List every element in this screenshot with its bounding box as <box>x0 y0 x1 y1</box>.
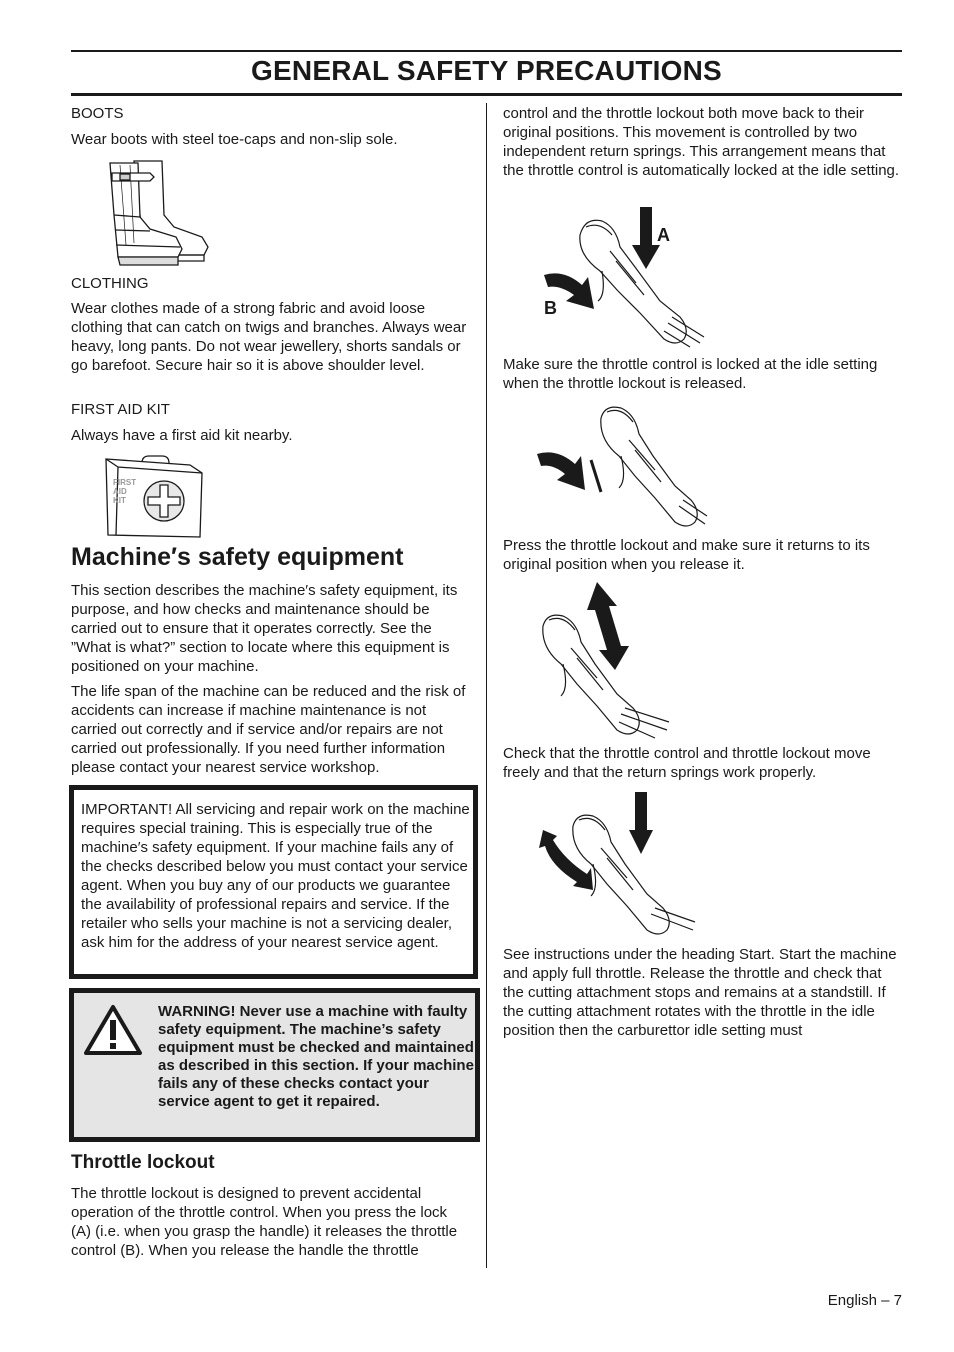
label-a: A <box>657 225 670 245</box>
right-paragraph-3: Press the throttle lockout and make sure it returns to its original position when you release it. <box>503 537 870 573</box>
arrow-curved-icon <box>537 452 585 490</box>
section-heading: Machine′s safety equipment <box>71 543 404 571</box>
header-bottom-rule <box>71 93 902 96</box>
right-paragraph-5: See instructions under the heading Start. Start the machine and apply full throttle. Release the throttle and check that the cutting attachment stops and remains at a standstill. If the cutting attachment rotates with the throttle in the idle position then the carburettor idle setting must <box>503 946 897 1039</box>
boots-label: BOOTS <box>71 105 124 122</box>
arrow-down-icon <box>629 792 653 854</box>
firstaid-label: FIRST AID KIT <box>71 401 170 418</box>
throttle-lockout-text: The throttle lockout is designed to prevent accidental operation of the throttle control. When you press the lock (A) (i.e. when you grasp the handle) it releases the throttle control (B). When you release the handle the throttle <box>71 1185 458 1259</box>
boots-illustration <box>104 155 214 270</box>
firstaid-text: Always have a first aid kit nearby. <box>71 427 293 444</box>
header-top-rule <box>71 50 902 52</box>
right-paragraph-1: control and the throttle lockout both move back to their original positions. This movement is controlled by two independent return springs. This arrangement means that the throttle control is automatically locked at the idle setting. <box>503 105 900 179</box>
handle-figure-lockout <box>535 580 680 740</box>
first-aid-kit-illustration <box>104 455 204 541</box>
section-paragraph-2: The life span of the machine can be reduced and the risk of accidents can increase if machine maintenance is not carried out correctly and if service and/or repairs are not carried out professionally. If you need further information please contact your nearest service workshop. <box>71 683 466 776</box>
clothing-text: Wear clothes made of a strong fabric and avoid loose clothing that can catch on twigs and branches. Always wear heavy, long pants. Do not wear jewellery, shorts sandals or go barefoot. Secure hair so it is above shoulder level. <box>71 300 467 374</box>
right-paragraph-4: Check that the throttle control and throttle lockout move freely and that the return springs work properly. <box>503 745 871 781</box>
arrow-down-icon <box>632 207 660 269</box>
svg-text:KIT: KIT <box>113 496 126 505</box>
handle-figure-idle <box>535 400 710 532</box>
label-b: B <box>544 298 557 318</box>
stop-line-icon <box>591 460 601 492</box>
column-divider <box>486 103 487 1268</box>
handle-figure-springs <box>535 790 700 940</box>
arrow-up-down-icon <box>587 582 629 670</box>
handle-figure-ab <box>540 205 715 350</box>
important-notice-text: IMPORTANT! All servicing and repair work on the machine requires special training. This is especially true of the machine′s safety equipment. If your machine fails any of the checks described below you must contact your service agent. When you buy any of our products we guarantee the availability of professional repairs and service. If the retailer who sells your machine is not a servicing dealer, ask him for the address of your nearest service agent. <box>81 801 470 951</box>
clothing-label: CLOTHING <box>71 275 149 292</box>
right-paragraph-2: Make sure the throttle control is locked at the idle setting when the throttle lockout is released. <box>503 356 878 392</box>
warning-text: WARNING! Never use a machine with faulty safety equipment. The machine’s safety equipment must be checked and maintained as described in this section. If your machine fails any of these checks contact your service agent to get it repaired. <box>158 1003 474 1110</box>
page-title: GENERAL SAFETY PRECAUTIONS <box>251 55 722 86</box>
throttle-lockout-heading: Throttle lockout <box>71 1152 215 1173</box>
svg-text:FIRST: FIRST <box>113 478 137 487</box>
warning-box <box>69 988 480 1142</box>
page-number: English – 7 <box>827 1292 902 1309</box>
warning-triangle-icon <box>82 1003 144 1059</box>
section-paragraph-1: This section describes the machine′s safety equipment, its purpose, and how checks and maintenance should be carried out to ensure that it operates correctly. See the ”What is what?” section to locate where this equipment is positioned on your machine. <box>71 582 458 675</box>
important-notice-box <box>69 785 478 979</box>
boots-text: Wear boots with steel toe-caps and non-slip sole. <box>71 131 398 148</box>
svg-text:AID: AID <box>113 487 127 496</box>
